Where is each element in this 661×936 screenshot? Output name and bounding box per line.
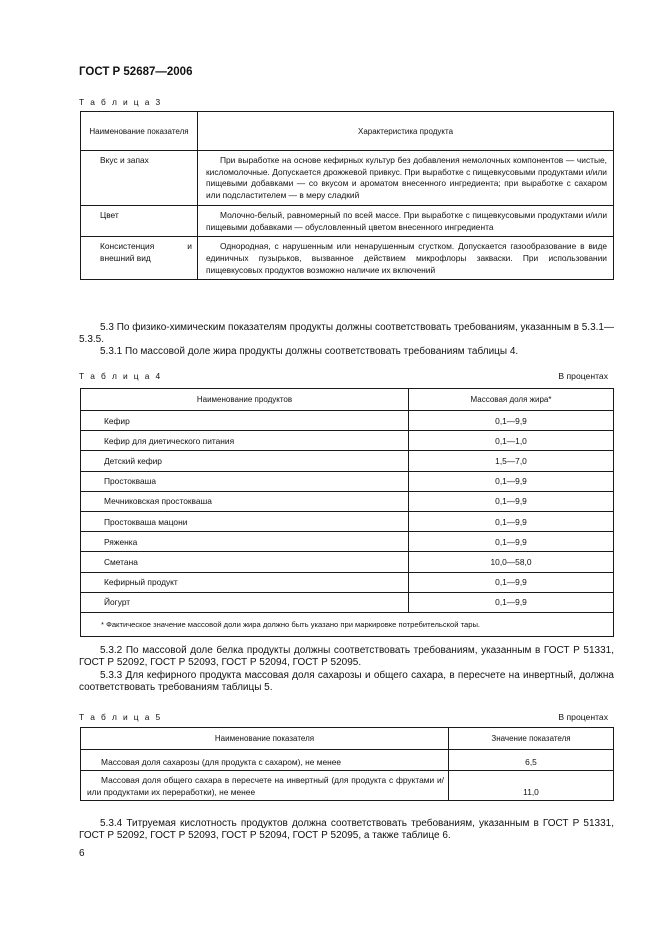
table-row	[81, 532, 614, 552]
table-row	[81, 205, 614, 236]
table4	[80, 388, 614, 637]
table4-value: 1,5—7,0	[409, 451, 614, 471]
table4-product: Сметана	[81, 552, 409, 572]
table-row	[81, 151, 614, 206]
table-row	[81, 431, 614, 451]
table-row	[81, 592, 614, 612]
table5-col1-header: Наименование показателя	[81, 728, 449, 750]
paragraph-5-3-1: 5.3.1 По массовой доле жира продукты должны соответствовать требованиям таблицы 4.	[100, 346, 519, 357]
table5-value: 11,0	[449, 771, 614, 801]
table4-col2-header: Массовая доля жира*	[409, 389, 614, 411]
table4-caption: Т а б л и ц а 4	[79, 371, 163, 381]
table-row	[81, 471, 614, 491]
table4-value: 0,1—9,9	[409, 491, 614, 511]
table5	[80, 727, 614, 801]
table4-value: 0,1—9,9	[409, 471, 614, 491]
table4-product: Кефирный продукт	[81, 572, 409, 592]
table3-caption: Т а б л и ц а 3	[79, 97, 163, 107]
table3	[80, 111, 614, 280]
table-row	[81, 237, 614, 280]
paragraph-5-3-4: 5.3.4 Титруемая кислотность продуктов должна соответствовать требованиям, указанным в ГОСТ Р 51331, ГОСТ Р 52092, ГОСТ Р 52093, ГОСТ Р 52094, ГОСТ Р 52095, а также таблице 6.	[79, 818, 614, 842]
table5-value: 6,5	[449, 750, 614, 771]
table4-value: 0,1—9,9	[409, 511, 614, 531]
table-row	[81, 771, 614, 801]
table-row	[81, 511, 614, 531]
table-row	[81, 411, 614, 431]
table5-unit: В процентах	[558, 712, 608, 722]
document-header: ГОСТ Р 52687—2006	[79, 66, 193, 78]
table4-footnote: * Фактическое значение массовой доли жира должно быть указано при маркировке потребительской тары.	[81, 612, 614, 636]
table3-col1-header: Наименование показателя	[81, 112, 198, 151]
table5-caption: Т а б л и ц а 5	[79, 712, 163, 722]
table3-row-name: Консистенция и внешний вид	[81, 237, 198, 280]
table5-indicator: Массовая доля сахарозы (для продукта с сахаром), не менее	[81, 750, 449, 771]
table4-product: Кефир	[81, 411, 409, 431]
table3-row-name: Цвет	[81, 205, 198, 236]
table4-product: Простокваша	[81, 471, 409, 491]
table3-row-text: Однородная, с нарушенным или ненарушенным сгустком. Допускается газообразование в виде единичных пузырьков, вызванное действием микрофлоры закваски. При использовании пищевкусовых продуктов возможно наличие их включений	[198, 237, 614, 280]
table-row	[81, 750, 614, 771]
table3-row-name: Вкус и запах	[81, 151, 198, 206]
table5-indicator: Массовая доля общего сахара в пересчете на инвертный (для продукта с фруктами и/или продуктами их переработки), не менее	[81, 771, 449, 801]
table4-value: 10,0—58,0	[409, 552, 614, 572]
table4-value: 0,1—9,9	[409, 592, 614, 612]
table4-unit: В процентах	[558, 371, 608, 381]
table-row	[81, 552, 614, 572]
table4-value: 0,1—9,9	[409, 572, 614, 592]
paragraph-5-3-2: 5.3.2 По массовой доле белка продукты должны соответствовать требованиям, указанным в ГОСТ Р 51331, ГОСТ Р 52092, ГОСТ Р 52093, ГОСТ Р 52094, ГОСТ Р 52095.	[79, 645, 614, 669]
table4-product: Ряженка	[81, 532, 409, 552]
table3-row-text: При выработке на основе кефирных культур без добавления немолочных компонентов — чистые, кисломолочные. Допускается дрожжевой привкус. При выработке с пищевкусовыми продуктами и/или пищевыми добавками — со вкусом и ароматом внесенного ингредиента; при выработке с сахаром или подсластителем — в меру сладкий	[198, 151, 614, 206]
paragraph-5-3: 5.3 По физико-химическим показателям продукты должны соответствовать требованиям, указанным в 5.3.1—5.3.5.	[79, 322, 614, 346]
table4-value: 0,1—9,9	[409, 411, 614, 431]
table4-value: 0,1—1,0	[409, 431, 614, 451]
table4-product: Детский кефир	[81, 451, 409, 471]
table3-col2-header: Характеристика продукта	[198, 112, 614, 151]
paragraph-5-3-3: 5.3.3 Для кефирного продукта массовая доля сахарозы и общего сахара, в пересчете на инвертный, должна соответствовать требованиям таблицы 5.	[79, 670, 614, 694]
table4-product: Йогурт	[81, 592, 409, 612]
table4-value: 0,1—9,9	[409, 532, 614, 552]
table4-col1-header: Наименование продуктов	[81, 389, 409, 411]
table3-row-text: Молочно-белый, равномерный по всей массе. При выработке с пищевкусовыми продуктами и/или пищевыми добавками — обусловленный цветом внесенного ингредиента	[198, 205, 614, 236]
table-row	[81, 572, 614, 592]
table-row	[81, 451, 614, 471]
table4-product: Кефир для диетического питания	[81, 431, 409, 451]
table-row	[81, 491, 614, 511]
table5-col2-header: Значение показателя	[449, 728, 614, 750]
table4-product: Мечниковская простокваша	[81, 491, 409, 511]
table4-product: Простокваша мацони	[81, 511, 409, 531]
page-number: 6	[79, 848, 85, 859]
